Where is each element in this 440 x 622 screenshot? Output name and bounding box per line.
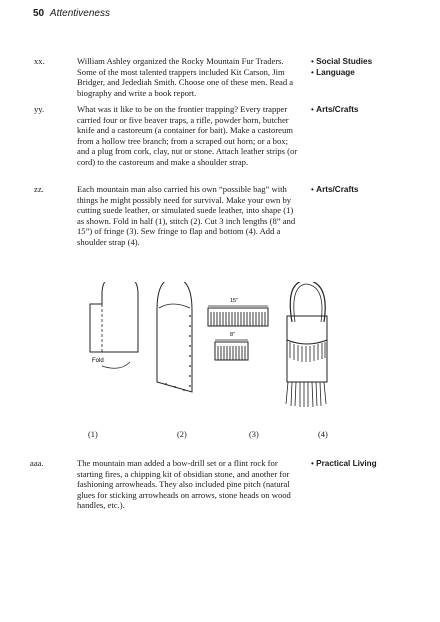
page-number: 50 bbox=[33, 8, 45, 19]
entry-label: zz. bbox=[34, 184, 44, 194]
page-title: Attentiveness bbox=[49, 8, 110, 19]
fringe-length-8: 8” bbox=[230, 332, 235, 338]
entry-text: Each mountain man also carried his own “possible bag” with things he might possibly need for survival. Make your own by cutting suede leather, or simulated suede leather, into shape (1) as shown. Fold in half (1), stitch (2). Cut 3 inch lengths (8” and 15”) of fringe (3). Sew fringe to flap and bottom (4). Add a shoulder strap (4). bbox=[77, 184, 296, 247]
entry-label: aaa. bbox=[30, 458, 44, 468]
subject-tag: • Arts/Crafts bbox=[311, 184, 358, 195]
step-4-finished-bag bbox=[286, 282, 327, 407]
fold-label: Fold bbox=[92, 358, 104, 364]
subject-tag: • Language bbox=[311, 67, 372, 78]
figure-caption-3: (3) bbox=[249, 430, 259, 439]
subject-tag: • Practical Living bbox=[311, 458, 377, 469]
subject-tag: • Arts/Crafts bbox=[311, 104, 358, 115]
entry-text: The mountain man added a bow-drill set or a flint rock for starting fires, a chipping kit of obsidian stone, and another for fashioning arrowheads. They also included pine pitch (natural glues for sticking arrowheads on arrows, stone heads on wood handles, etc.). bbox=[77, 458, 291, 511]
possible-bag-illustration bbox=[80, 282, 350, 412]
step-2-stitched-bag bbox=[157, 282, 192, 392]
entry-text: William Ashley organized the Rocky Mountain Fur Traders. Some of the most talented trappers included Kit Carson, Jim Bridger, and Jedediah Smith. Choose one of these men. Read a biography and write a book report. bbox=[77, 56, 294, 98]
page-header bbox=[33, 8, 110, 19]
entry-label: xx. bbox=[34, 56, 45, 66]
step-3-fringe bbox=[208, 298, 268, 360]
figure-caption-2: (2) bbox=[177, 430, 187, 439]
entry-subjects bbox=[311, 184, 358, 195]
figure-caption-1: (1) bbox=[88, 430, 98, 439]
entry-label: yy. bbox=[34, 104, 45, 114]
step-1-pattern bbox=[90, 282, 138, 368]
entry-subjects bbox=[311, 104, 358, 115]
entry-subjects bbox=[311, 458, 377, 469]
entry-text: What was it like to be on the frontier trapping? Every trapper carried four or five beaver traps, a rifle, powder horn, butcher knife and a castoreum (a container for bait). Make a castoreum from a hollow tree branch; from a scraped out horn; or a box; and a plug from cork, clay, nut or stone. Attach leather strips (or cord) to the castoreum and make a shoulder strap. bbox=[77, 104, 298, 167]
fringe-length-15: 15” bbox=[230, 298, 238, 304]
figure-caption-4: (4) bbox=[318, 430, 328, 439]
entry-subjects bbox=[311, 56, 372, 78]
subject-tag: • Social Studies bbox=[311, 56, 372, 67]
